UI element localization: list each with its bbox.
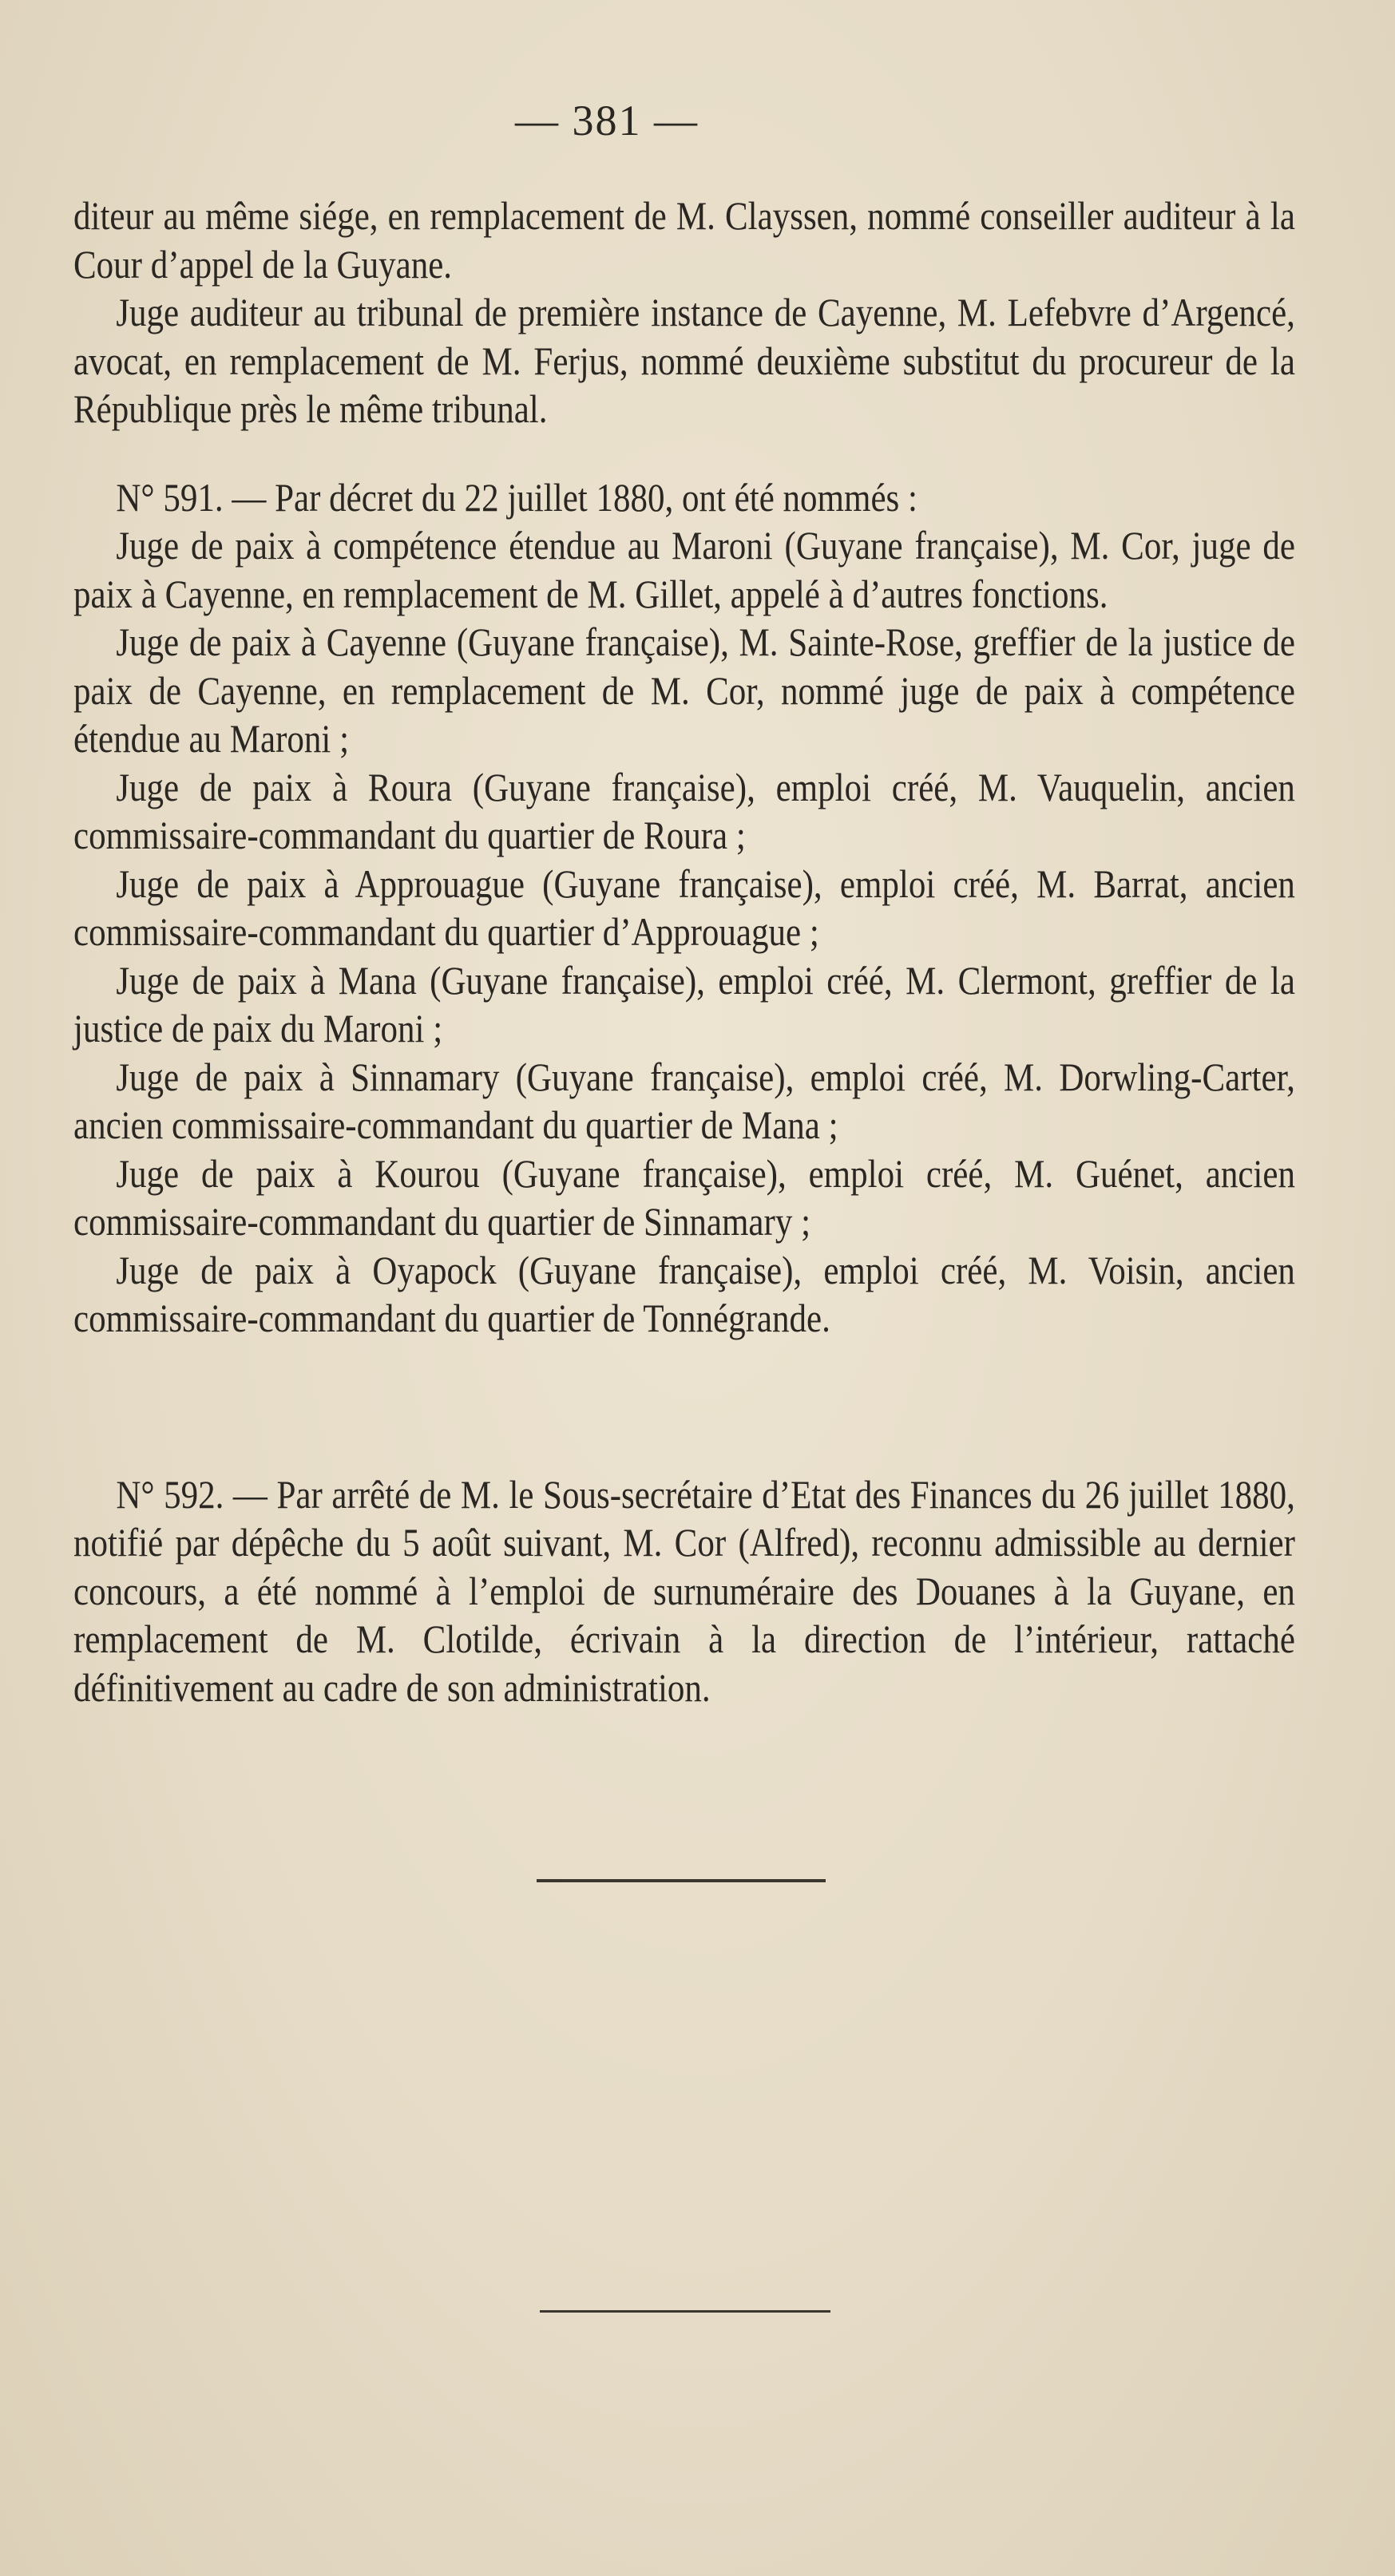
paragraph-roura: Juge de paix à Roura (Guyane française), emploi créé, M. Vauquelin, ancien commissaire-commandant du quartier de Roura ; (73, 764, 1295, 857)
paragraph-sinnamary: Juge de paix à Sinnamary (Guyane française), emploi créé, M. Dorwling-Carter, ancien commissaire-commandant du quartier de Mana ; (73, 1054, 1295, 1147)
paragraph-approuague: Juge de paix à Approuague (Guyane française), emploi créé, M. Barrat, ancien commissaire-commandant du quartier d’Approuague ; (73, 861, 1295, 954)
end-divider (540, 2310, 830, 2313)
paragraph-maroni: Juge de paix à compétence étendue au Maroni (Guyane française), M. Cor, juge de paix à Cayenne, en remplacement de M. Gillet, appelé à d’autres fonctions. (73, 523, 1295, 616)
section-divider (537, 1879, 826, 1882)
paragraph-juge-auditeur: Juge auditeur au tribunal de première instance de Cayenne, M. Lefebvre d’Argencé, avocat, en remplacement de M. Ferjus, nommé deuxième substitut du procureur de la République près le même tribunal. (73, 290, 1295, 431)
paragraph-mana: Juge de paix à Mana (Guyane française), emploi créé, M. Clermont, greffier de la justice de paix du Maroni ; (73, 957, 1295, 1051)
paragraph-decree-592: N° 592. — Par arrêté de M. le Sous-secrétaire d’Etat des Finances du 26 juillet 1880, notifié par dépêche du 5 août suivant, M. Cor (Alfred), reconnu admissible au dernier concours, a été nommé à l’emploi de surnuméraire des Douanes à la Guyane, en remplacement de M. Clotilde, écrivain à la direction de l’intérieur, rattaché définitivement au cadre de son administration. (73, 1471, 1295, 1710)
body-text (73, 192, 1295, 1711)
page-number: — 381 — (515, 97, 699, 144)
paragraph-oyapock: Juge de paix à Oyapock (Guyane française), emploi créé, M. Voisin, ancien commissaire-commandant du quartier de Tonnégrande. (73, 1247, 1295, 1340)
paragraph-cayenne: Juge de paix à Cayenne (Guyane française), M. Sainte-Rose, greffier de la justice de paix de Cayenne, en remplacement de M. Cor, nommé juge de paix à compétence étendue au Maroni ; (73, 619, 1295, 761)
paragraph-decree-591: N° 591. — Par décret du 22 juillet 1880, ont été nommés : (116, 474, 917, 520)
paragraph-kourou: Juge de paix à Kourou (Guyane française), emploi créé, M. Guénet, ancien commissaire-commandant du quartier de Sinnamary ; (73, 1150, 1295, 1244)
paragraph-continuation: diteur au même siége, en remplacement de M. Clayssen, nommé conseiller auditeur à la Cour d’appel de la Guyane. (73, 193, 1295, 287)
